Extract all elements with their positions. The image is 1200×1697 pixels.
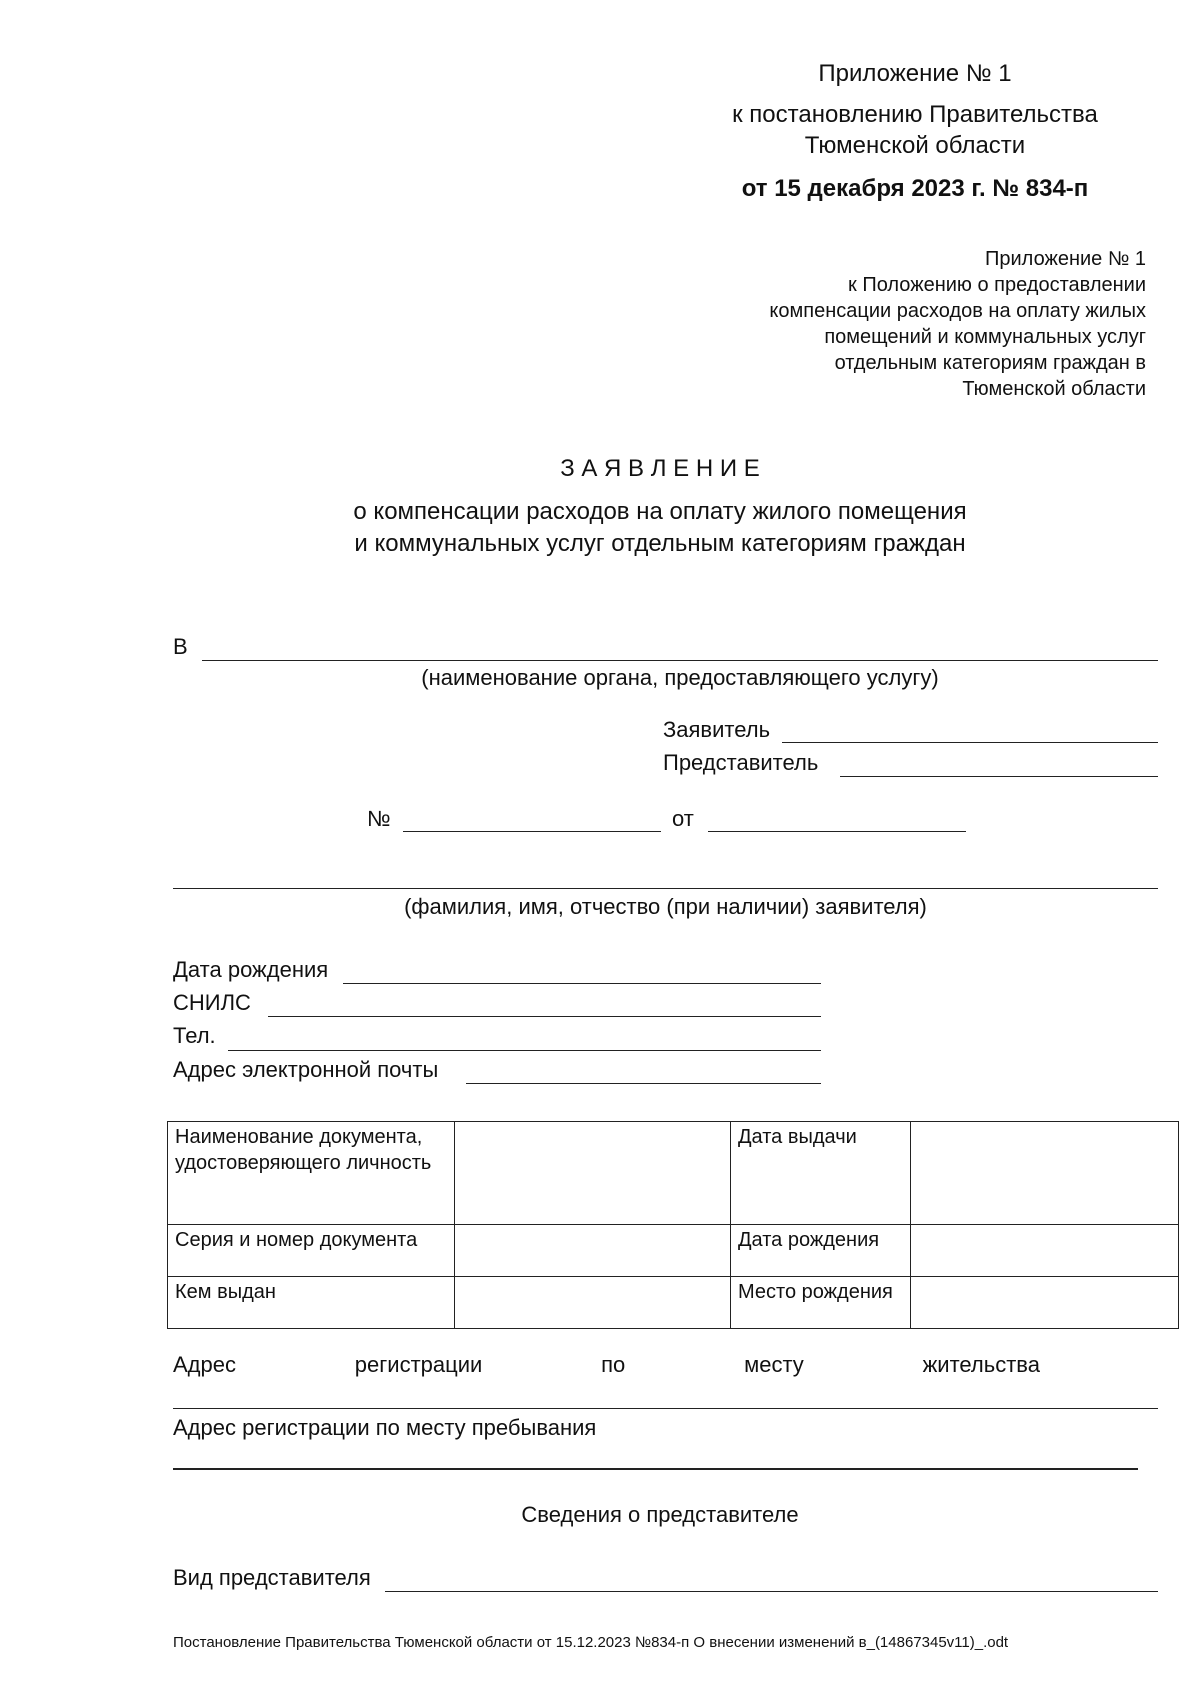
email-field[interactable]	[466, 1083, 821, 1084]
registration-date-field[interactable]	[708, 831, 966, 832]
applicant-label: Заявитель	[663, 717, 771, 742]
table-row	[168, 1122, 1179, 1225]
document-subtitle-line1: о компенсации расходов на оплату жилого помещения	[353, 498, 967, 525]
annex-header-line2: к постановлению Правительства	[732, 101, 1098, 128]
fullname-hint: (фамилия, имя, отчество (при наличии) заявителя)	[404, 894, 927, 919]
annex-header-line3: Тюменской области	[804, 132, 1026, 159]
regulation-reference	[660, 246, 1146, 402]
registration-date-label: от	[672, 806, 694, 831]
residence-address-word: Адрес	[173, 1352, 236, 1377]
id-doc-name-label: Наименование документа, удостоверяющего личность	[168, 1122, 455, 1225]
annex-header-date-number: от 15 декабря 2023 г. № 834-п	[741, 175, 1089, 202]
document-title: З А Я В Л Е Н И Е	[560, 455, 760, 482]
regulation-reference-line: помещений и коммунальных услуг	[824, 326, 1146, 348]
snils-label: СНИЛС	[173, 990, 251, 1015]
email-label: Адрес электронной почты	[173, 1057, 439, 1082]
stay-address-field[interactable]	[173, 1468, 1138, 1470]
issued-by-label: Кем выдан	[168, 1277, 455, 1329]
residence-address-word: жительства	[922, 1352, 1040, 1377]
recipient-hint: (наименование органа, предоставляющего услугу)	[421, 665, 939, 690]
residence-address-word: по	[601, 1352, 626, 1377]
identity-document-table	[167, 1121, 1179, 1329]
representative-field[interactable]	[840, 776, 1158, 777]
birth-place-value[interactable]	[911, 1277, 1179, 1329]
issued-by-value[interactable]	[455, 1277, 731, 1329]
birth-place-label: Место рождения	[731, 1277, 911, 1329]
representative-type-field[interactable]	[385, 1591, 1158, 1592]
registration-number-label: №	[367, 806, 391, 831]
snils-field[interactable]	[268, 1016, 821, 1017]
issue-date-label: Дата выдачи	[731, 1122, 911, 1225]
applicant-field[interactable]	[782, 742, 1158, 743]
document-footer: Постановление Правительства Тюменской области от 15.12.2023 №834-п О внесении изменений в_(14867345v11)_.odt	[173, 1634, 1009, 1651]
representative-section-heading: Сведения о представителе	[521, 1502, 799, 1527]
id-doc-name-value[interactable]	[455, 1122, 731, 1225]
birth-date-label: Дата рождения	[173, 957, 329, 982]
recipient-field[interactable]	[202, 660, 1158, 661]
applicant-fullname-field[interactable]	[173, 888, 1158, 889]
document-subtitle-line2: и коммунальных услуг отдельным категориям граждан	[354, 530, 966, 557]
residence-address-word: месту	[744, 1352, 804, 1377]
issue-date-value[interactable]	[911, 1122, 1179, 1225]
residence-address-field[interactable]	[173, 1408, 1158, 1409]
regulation-reference-line: компенсации расходов на оплату жилых	[769, 300, 1146, 322]
regulation-reference-line: отдельным категориям граждан в	[834, 352, 1146, 374]
birth-date-field[interactable]	[343, 983, 821, 984]
recipient-prefix: В	[173, 634, 188, 659]
annex-header-line1: Приложение № 1	[818, 60, 1012, 87]
phone-field[interactable]	[228, 1050, 821, 1051]
stay-address-label: Адрес регистрации по месту пребывания	[173, 1415, 597, 1440]
table-birth-date-label: Дата рождения	[731, 1225, 911, 1277]
phone-label: Тел.	[173, 1023, 216, 1048]
doc-series-number-value[interactable]	[455, 1225, 731, 1277]
residence-address-word: регистрации	[354, 1352, 483, 1377]
representative-label: Представитель	[663, 750, 819, 775]
table-row	[168, 1225, 1179, 1277]
table-birth-date-value[interactable]	[911, 1225, 1179, 1277]
regulation-reference-line: Тюменской области	[962, 378, 1146, 400]
registration-number-field[interactable]	[403, 831, 661, 832]
residence-address-label	[173, 1350, 1040, 1380]
table-row	[168, 1277, 1179, 1329]
representative-type-label: Вид представителя	[173, 1565, 371, 1590]
doc-series-number-label: Серия и номер документа	[168, 1225, 455, 1277]
regulation-reference-line: Приложение № 1	[985, 248, 1146, 270]
regulation-reference-line: к Положению о предоставлении	[848, 274, 1146, 296]
